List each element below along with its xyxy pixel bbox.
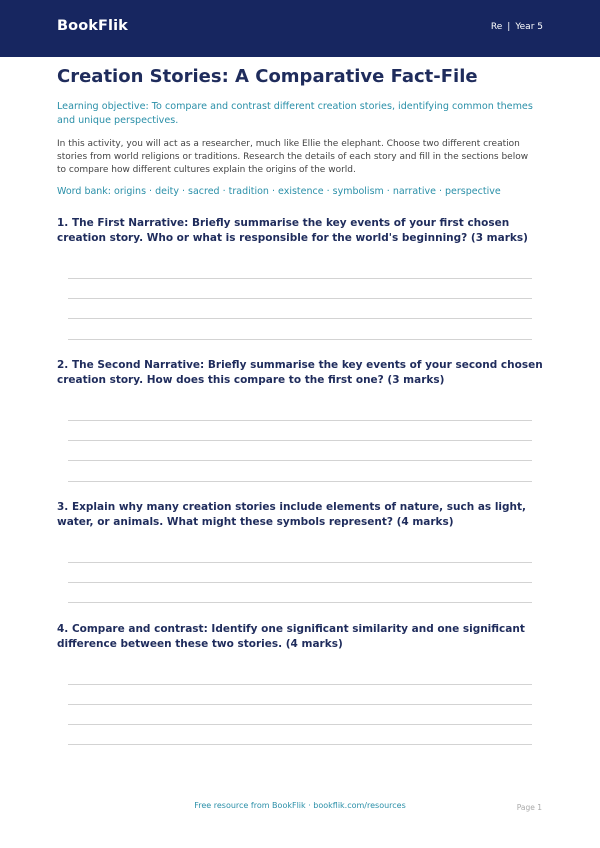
word-bank: Word bank: origins · deity · sacred · tradition · existence · symbolism · narrative · perspective (57, 186, 501, 197)
intro-section (57, 66, 535, 198)
answer-line[interactable] (68, 298, 532, 299)
answer-line[interactable] (68, 318, 532, 319)
answer-line[interactable] (68, 460, 532, 461)
intro-paragraph: In this activity, you will act as a researcher, much like Ellie the elephant. Choose two different creation stories from world religions or traditions. Research the details of each story and fill in the sections below to compare how different cultures explain the origins of the world. (57, 139, 529, 175)
answer-line[interactable] (68, 684, 532, 685)
answer-line[interactable] (68, 440, 532, 441)
answer-line[interactable] (68, 582, 532, 583)
page-title: Creation Stories: A Comparative Fact-File (57, 66, 478, 87)
answer-line[interactable] (68, 481, 532, 482)
page-number: Page 1 (516, 803, 542, 812)
answer-line[interactable] (68, 339, 532, 340)
answer-line[interactable] (68, 602, 532, 603)
question-1-title: 1. The First Narrative: Briefly summarise the key events of your first chosen creation story. Who or what is responsible for the world's beginning? (3 marks) (57, 217, 528, 244)
answer-line[interactable] (68, 744, 532, 745)
question-2-title: 2. The Second Narrative: Briefly summarise the key events of your second chosen creation story. How does this compare to the first one? (3 marks) (57, 359, 543, 386)
question-4-title: 4. Compare and contrast: Identify one significant similarity and one significant difference between these two stories. (4 marks) (57, 623, 525, 650)
subject-label: Re (490, 21, 503, 32)
separator: | (507, 21, 511, 32)
subject-year (491, 22, 543, 32)
answer-line[interactable] (68, 562, 532, 563)
answer-line[interactable] (68, 420, 532, 421)
learning-objective: Learning objective: To compare and contrast different creation stories, identifying common themes and unique perspectives. (57, 101, 533, 126)
answer-line[interactable] (68, 724, 532, 725)
answer-line[interactable] (68, 704, 532, 705)
brand-logo: BookFlik (57, 17, 128, 34)
answer-line[interactable] (68, 278, 532, 279)
year-label: Year 5 (515, 21, 543, 32)
question-3-title: 3. Explain why many creation stories include elements of nature, such as light, water, or animals. What might these symbols represent? (4 marks) (57, 501, 527, 528)
header-bar (0, 0, 600, 57)
footer-credit[interactable]: Free resource from BookFlik · bookflik.com/resources (194, 801, 406, 810)
